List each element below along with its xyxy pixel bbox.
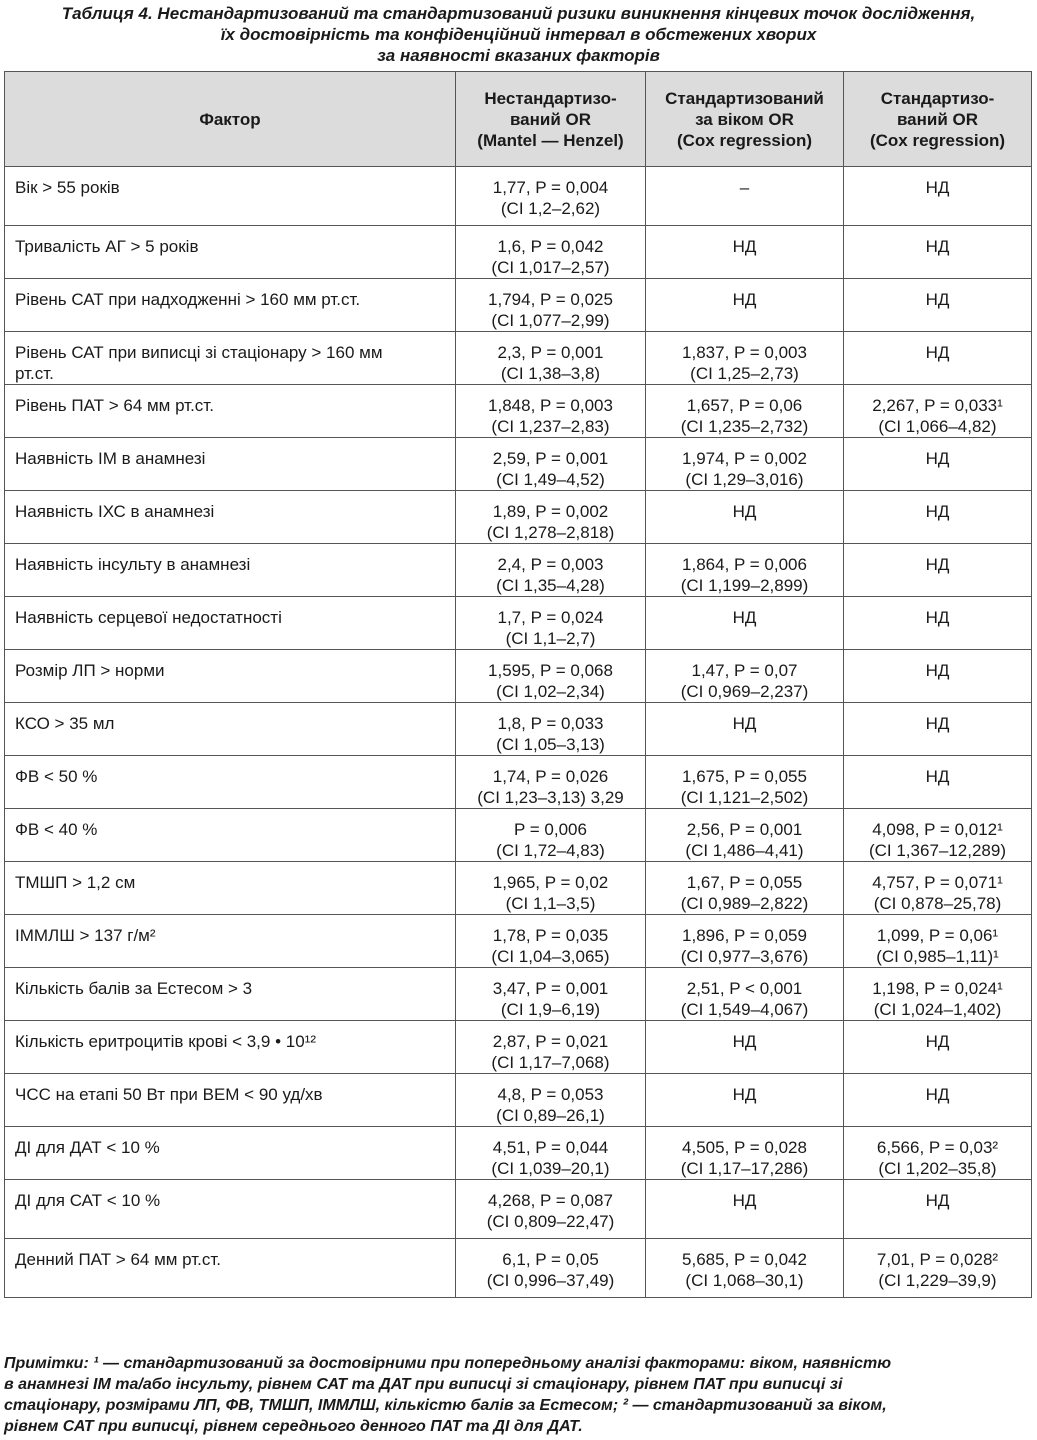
cell-text: ДІ для САТ < 10 % [15, 1191, 161, 1210]
col1-cell [456, 597, 646, 650]
cell-text: Розмір ЛП > норми [15, 661, 165, 680]
cell-text: 6,1, P = 0,05 [502, 1250, 599, 1269]
header-col2 [646, 72, 844, 167]
cell-text: Рівень ПАТ > 64 мм рт.ст. [15, 396, 214, 415]
table-body [5, 167, 1032, 1298]
col1-cell [456, 650, 646, 703]
col3-cell [844, 650, 1032, 703]
col1-cell [456, 1239, 646, 1298]
cell-text: НД [732, 1191, 757, 1210]
col3-cell [844, 915, 1032, 968]
cell-text: 4,505, P = 0,028 [682, 1138, 807, 1157]
caption-line: їх достовірність та конфіденційний інтервал в обстежених хворих [220, 25, 817, 44]
table-row [5, 1127, 1032, 1180]
cell-text: (CI 1,229–39,9) [878, 1271, 997, 1290]
factor-cell [5, 1021, 456, 1074]
cell-text: 1,6, P = 0,042 [497, 237, 604, 256]
col3-cell [844, 1074, 1032, 1127]
cell-text: Тривалість АГ > 5 років [15, 237, 199, 256]
cell-text: 2,87, P = 0,021 [492, 1032, 609, 1051]
cell-text: 4,8, P = 0,053 [497, 1085, 604, 1104]
cell-text: 4,51, P = 0,044 [492, 1138, 609, 1157]
cell-text: 2,4, P = 0,003 [497, 555, 604, 574]
factor-cell [5, 650, 456, 703]
cell-text: 2,56, P = 0,001 [686, 820, 803, 839]
col3-cell [844, 1127, 1032, 1180]
factor-cell [5, 915, 456, 968]
cell-text: (CI 1,549–4,067) [680, 1000, 809, 1019]
cell-text: Наявність ІХС в анамнезі [15, 502, 215, 521]
header-col1 [456, 72, 646, 167]
table-row [5, 703, 1032, 756]
table-row [5, 650, 1032, 703]
col2-cell [646, 1021, 844, 1074]
header-line: (Cox regression) [869, 130, 1006, 150]
col3-cell [844, 809, 1032, 862]
table-notes [4, 1353, 1034, 1437]
cell-text: (CI 1,486–4,41) [685, 841, 804, 860]
cell-text: НД [925, 661, 950, 680]
header-line: Стандартизований [665, 88, 824, 108]
cell-text: 4,268, P = 0,087 [488, 1191, 613, 1210]
table-row [5, 756, 1032, 809]
caption-line: за наявності вказаних факторів [377, 46, 660, 65]
table-row [5, 1239, 1032, 1298]
table-row [5, 968, 1032, 1021]
factor-cell [5, 167, 456, 226]
col1-cell [456, 226, 646, 279]
factor-cell [5, 544, 456, 597]
cell-text: 4,098, P = 0,012¹ [872, 820, 1003, 839]
col2-cell [646, 809, 844, 862]
table-row [5, 385, 1032, 438]
col1-cell [456, 1021, 646, 1074]
table-row [5, 544, 1032, 597]
cell-text: (CI 1,121–2,502) [680, 788, 809, 807]
cell-text: (CI 1,25–2,73) [690, 364, 799, 383]
cell-text: ЧСС на етапі 50 Вт при ВЕМ < 90 уд/хв [15, 1085, 323, 1104]
cell-text: (CI 1,039–20,1) [491, 1159, 610, 1178]
col3-cell [844, 597, 1032, 650]
cell-text: 3,47, P = 0,001 [492, 979, 609, 998]
col3-cell [844, 862, 1032, 915]
col3-cell [844, 1021, 1032, 1074]
notes-line: стаціонару, розмірами ЛП, ФВ, ТМШП, ІММЛШ, кількістю балів за Естесом; ² — стандартизований за віком, [4, 1397, 887, 1414]
col2-cell [646, 491, 844, 544]
col1-cell [456, 332, 646, 385]
notes-line: Примітки: ¹ — стандартизований за достовірними при попередньому аналізі факторами: віком, наявністю [4, 1355, 892, 1372]
cell-text: (CI 1,202–35,8) [878, 1159, 997, 1178]
col3-cell [844, 756, 1032, 809]
cell-text: (CI 1,72–4,83) [496, 841, 605, 860]
cell-text: (CI 1,02–2,34) [496, 682, 605, 701]
cell-text: (CI 1,199–2,899) [680, 576, 809, 595]
cell-text: 1,864, P = 0,006 [682, 555, 807, 574]
cell-text: НД [925, 449, 950, 468]
factor-cell [5, 597, 456, 650]
cell-text: Вік > 55 років [15, 178, 120, 197]
factor-cell [5, 1127, 456, 1180]
col2-cell [646, 915, 844, 968]
col2-cell [646, 332, 844, 385]
cell-text: (CI 0,878–25,78) [873, 894, 1002, 913]
cell-text: ТМШП > 1,2 см [15, 873, 136, 892]
cell-text: 1,837, P = 0,003 [682, 343, 807, 362]
cell-text: (CI 1,2–2,62) [500, 199, 601, 218]
col1-cell [456, 491, 646, 544]
cell-text: 1,67, P = 0,055 [686, 873, 803, 892]
cell-text: (CI 1,1–3,5) [505, 894, 596, 913]
factor-cell [5, 968, 456, 1021]
table-row [5, 167, 1032, 226]
cell-text: 1,965, P = 0,02 [492, 873, 609, 892]
cell-text: 2,59, P = 0,001 [492, 449, 609, 468]
table-row [5, 1074, 1032, 1127]
header-line: Стандартизо- [880, 88, 995, 108]
cell-text: 1,74, P = 0,026 [492, 767, 609, 786]
table-row [5, 597, 1032, 650]
cell-text: (CI 1,17–7,068) [491, 1053, 610, 1072]
table-header-row [5, 72, 1032, 167]
cell-text: Наявність ІМ в анамнезі [15, 449, 206, 468]
cell-text: 1,7, P = 0,024 [497, 608, 604, 627]
cell-text: 1,848, P = 0,003 [488, 396, 613, 415]
cell-text: НД [732, 502, 757, 521]
factor-cell [5, 756, 456, 809]
col3-cell [844, 968, 1032, 1021]
col2-cell [646, 1074, 844, 1127]
factor-cell [5, 703, 456, 756]
col3-cell [844, 226, 1032, 279]
cell-text: (CI 1,17–17,286) [680, 1159, 809, 1178]
cell-text: 1,099, P = 0,06¹ [876, 926, 999, 945]
col2-cell [646, 279, 844, 332]
factor-cell [5, 1074, 456, 1127]
results-table [4, 71, 1032, 1298]
cell-text: НД [732, 1032, 757, 1051]
cell-text: Денний ПАТ > 64 мм рт.ст. [15, 1250, 222, 1269]
col2-cell [646, 226, 844, 279]
cell-text: 2,3, P = 0,001 [497, 343, 604, 362]
col2-cell [646, 1239, 844, 1298]
table-row [5, 279, 1032, 332]
factor-cell [5, 332, 456, 385]
cell-text: (CI 1,49–4,52) [496, 470, 605, 489]
cell-text: (CI 1,35–4,28) [496, 576, 605, 595]
col2-cell [646, 968, 844, 1021]
cell-text: рт.ст. [15, 364, 54, 383]
cell-text: (CI 1,04–3,065) [491, 947, 610, 966]
header-line: за віком OR [695, 109, 794, 129]
cell-text: НД [925, 555, 950, 574]
cell-text: (CI 1,017–2,57) [491, 258, 610, 277]
cell-text: (CI 1,237–2,83) [491, 417, 610, 436]
cell-text: (CI 1,066–4,82) [878, 417, 997, 436]
cell-text: (CI 1,38–3,8) [500, 364, 601, 383]
table-row [5, 809, 1032, 862]
header-line: (Cox regression) [676, 130, 813, 150]
cell-text: 1,794, P = 0,025 [488, 290, 613, 309]
col1-cell [456, 703, 646, 756]
table-row [5, 491, 1032, 544]
table-row [5, 915, 1032, 968]
cell-text: Рівень САТ при виписці зі стаціонару > 160 мм [15, 343, 383, 362]
cell-text: 7,01, P = 0,028² [876, 1250, 999, 1269]
col1-cell [456, 915, 646, 968]
cell-text: НД [925, 343, 950, 362]
col2-cell [646, 703, 844, 756]
col2-cell [646, 597, 844, 650]
col2-cell [646, 650, 844, 703]
cell-text: (CI 0,969–2,237) [680, 682, 809, 701]
cell-text: Наявність інсульту в анамнезі [15, 555, 251, 574]
col1-cell [456, 385, 646, 438]
header-line: Нестандартизо- [484, 88, 617, 108]
cell-text: (CI 1,278–2,818) [486, 523, 615, 542]
cell-text: (CI 1,077–2,99) [491, 311, 610, 330]
cell-text: НД [732, 237, 757, 256]
cell-text: 5,685, P = 0,042 [682, 1250, 807, 1269]
col1-cell [456, 809, 646, 862]
cell-text: НД [732, 1085, 757, 1104]
cell-text: 6,566, P = 0,03² [876, 1138, 999, 1157]
col2-cell [646, 167, 844, 226]
cell-text: (CI 0,996–37,49) [486, 1271, 615, 1290]
col1-cell [456, 968, 646, 1021]
col3-cell [844, 279, 1032, 332]
col3-cell [844, 703, 1032, 756]
col3-cell [844, 438, 1032, 491]
cell-text: 1,675, P = 0,055 [682, 767, 807, 786]
cell-text: НД [925, 767, 950, 786]
cell-text: (CI 0,809–22,47) [486, 1212, 615, 1231]
table-caption [0, 3, 1037, 66]
col1-cell [456, 1074, 646, 1127]
cell-text: 1,77, P = 0,004 [492, 178, 609, 197]
cell-text: Наявність серцевої недостатності [15, 608, 282, 627]
table-row [5, 1180, 1032, 1239]
cell-text: (CI 0,989–2,822) [680, 894, 809, 913]
col3-cell [844, 385, 1032, 438]
cell-text: 1,198, P = 0,024¹ [872, 979, 1003, 998]
col2-cell [646, 544, 844, 597]
col2-cell [646, 438, 844, 491]
col3-cell [844, 544, 1032, 597]
header-col3 [844, 72, 1032, 167]
cell-text: 1,8, P = 0,033 [497, 714, 604, 733]
header-line: (Mantel — Henzel) [477, 130, 624, 150]
cell-text: (CI 1,29–3,016) [685, 470, 804, 489]
col1-cell [456, 279, 646, 332]
factor-cell [5, 226, 456, 279]
col3-cell [844, 491, 1032, 544]
cell-text: 1,78, P = 0,035 [492, 926, 609, 945]
cell-text: P = 0,006 [514, 820, 587, 839]
cell-text: (CI 1,235–2,732) [680, 417, 809, 436]
col2-cell [646, 862, 844, 915]
factor-cell [5, 862, 456, 915]
col1-cell [456, 1127, 646, 1180]
factor-cell [5, 491, 456, 544]
cell-text: (CI 1,05–3,13) [496, 735, 605, 754]
cell-text: 2,51, P < 0,001 [686, 979, 803, 998]
cell-text: НД [925, 290, 950, 309]
table-row [5, 226, 1032, 279]
cell-text: НД [925, 178, 950, 197]
cell-text: 4,757, P = 0,071¹ [872, 873, 1003, 892]
cell-text: ІММЛШ > 137 г/м² [15, 926, 156, 945]
cell-text: НД [925, 714, 950, 733]
cell-text: 2,267, P = 0,033¹ [872, 396, 1003, 415]
col1-cell [456, 862, 646, 915]
factor-cell [5, 1239, 456, 1298]
col2-cell [646, 385, 844, 438]
cell-text: НД [925, 1085, 950, 1104]
cell-text: НД [925, 1032, 950, 1051]
notes-line: рівнем САТ при виписці, рівнем середнього денного ПАТ та ДІ для ДАТ. [4, 1418, 583, 1435]
cell-text: ДІ для ДАТ < 10 % [15, 1138, 160, 1157]
table-row [5, 332, 1032, 385]
col1-cell [456, 438, 646, 491]
col1-cell [456, 756, 646, 809]
factor-cell [5, 385, 456, 438]
cell-text: ФВ < 40 % [15, 820, 98, 839]
table-row [5, 862, 1032, 915]
cell-text: 1,47, P = 0,07 [691, 661, 798, 680]
header-line: ваний OR [509, 109, 592, 129]
factor-cell [5, 809, 456, 862]
cell-text: (CI 1,1–2,7) [505, 629, 596, 648]
col2-cell [646, 756, 844, 809]
cell-text: (CI 1,9–6,19) [500, 1000, 601, 1019]
cell-text: НД [925, 1191, 950, 1210]
cell-text: (CI 0,89–26,1) [496, 1106, 605, 1125]
caption-line: Таблиця 4. Нестандартизований та стандартизований ризики виникнення кінцевих точок дослідження, [61, 4, 976, 23]
cell-text: 1,595, P = 0,068 [488, 661, 613, 680]
cell-text: 1,974, P = 0,002 [682, 449, 807, 468]
cell-text: (CI 1,23–3,13) 3,29 [477, 788, 624, 807]
factor-cell [5, 1180, 456, 1239]
cell-text: (CI 1,024–1,402) [873, 1000, 1002, 1019]
table-row [5, 1021, 1032, 1074]
factor-cell [5, 438, 456, 491]
notes-line: в анамнезі ІМ та/або інсульту, рівнем САТ та ДАТ при виписці зі стаціонару, рівнем ПАТ при виписці зі [4, 1376, 843, 1393]
factor-cell [5, 279, 456, 332]
cell-text: НД [732, 714, 757, 733]
col2-cell [646, 1180, 844, 1239]
header-line: ваний OR [896, 109, 979, 129]
cell-text: НД [925, 502, 950, 521]
cell-text: 1,89, P = 0,002 [492, 502, 609, 521]
cell-text: ФВ < 50 % [15, 767, 98, 786]
col1-cell [456, 544, 646, 597]
cell-text: НД [732, 608, 757, 627]
col1-cell [456, 1180, 646, 1239]
cell-text: 1,657, P = 0,06 [686, 396, 803, 415]
cell-text: – [739, 178, 750, 197]
cell-text: (CI 1,367–12,289) [868, 841, 1007, 860]
cell-text: (CI 1,068–30,1) [685, 1271, 804, 1290]
header-factor: Фактор [5, 72, 456, 167]
col3-cell [844, 167, 1032, 226]
cell-text: Рівень САТ при надходженні > 160 мм рт.ст. [15, 290, 361, 309]
cell-text: (CI 0,977–3,676) [680, 947, 809, 966]
cell-text: КСО > 35 мл [15, 714, 115, 733]
table-row [5, 438, 1032, 491]
col2-cell [646, 1127, 844, 1180]
cell-text: (CI 0,985–1,11)¹ [876, 947, 999, 966]
cell-text: Кількість еритроцитів крові < 3,9 • 10¹² [15, 1032, 316, 1051]
cell-text: 1,896, P = 0,059 [682, 926, 807, 945]
col3-cell [844, 1239, 1032, 1298]
col3-cell [844, 332, 1032, 385]
cell-text: НД [732, 290, 757, 309]
cell-text: Кількість балів за Естесом > 3 [15, 979, 253, 998]
cell-text: НД [925, 237, 950, 256]
col3-cell [844, 1180, 1032, 1239]
col1-cell [456, 167, 646, 226]
cell-text: НД [925, 608, 950, 627]
